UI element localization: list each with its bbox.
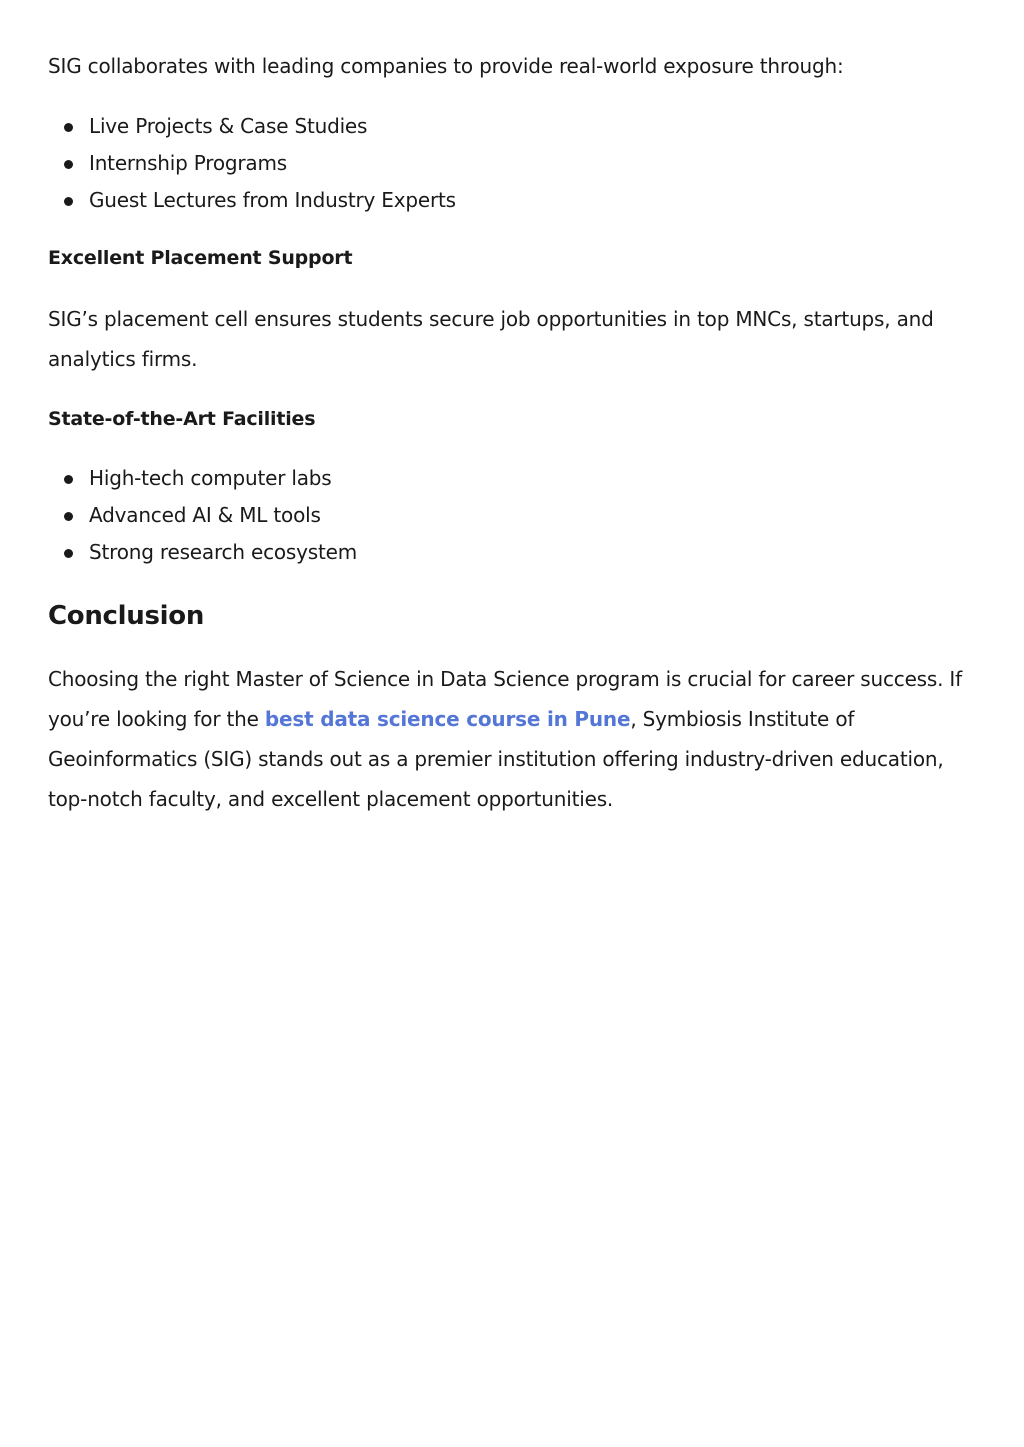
course-link[interactable]: best data science course in Pune: [264, 707, 631, 731]
list-item: [48, 534, 978, 571]
conclusion-heading: Conclusion: [48, 601, 205, 631]
list-item: [48, 145, 978, 182]
list-item-text: Guest Lectures from Industry Experts: [89, 188, 456, 212]
facilities-list: [48, 460, 978, 571]
list-item-text: High-tech computer labs: [89, 466, 332, 490]
placement-heading: Excellent Placement Support: [48, 247, 353, 269]
list-item-text: Advanced AI & ML tools: [89, 503, 321, 527]
list-item: [48, 182, 978, 219]
list-item-text: Internship Programs: [89, 151, 287, 175]
bullet-icon: [64, 160, 73, 169]
placement-paragraph: SIG’s placement cell ensures students secure job opportunities in top MNCs, startups, and analytics firms.: [48, 307, 934, 371]
list-item: [48, 497, 978, 534]
conclusion-text-after: , Symbiosis Institute of Geoinformatics (SIG) stands out as a premier institution offering industry-driven education, top-notch faculty, and excellent placement opportunities.: [48, 707, 944, 811]
intro-paragraph: SIG collaborates with leading companies to provide real-world exposure through:: [48, 54, 844, 78]
conclusion-text-before: Choosing the right Master of Science in Data Science program is crucial for career success. If you’re looking for the: [48, 667, 962, 731]
bullet-icon: [64, 197, 73, 206]
list-item-text: Live Projects & Case Studies: [89, 114, 368, 138]
list-item: [48, 108, 978, 145]
bullet-icon: [64, 123, 73, 132]
list-item-text: Strong research ecosystem: [89, 540, 358, 564]
list-item: [48, 460, 978, 497]
conclusion-paragraph: [48, 659, 978, 819]
exposure-list: [48, 108, 978, 219]
bullet-icon: [64, 475, 73, 484]
bullet-icon: [64, 549, 73, 558]
facilities-heading: State-of-the-Art Facilities: [48, 408, 316, 430]
bullet-icon: [64, 512, 73, 521]
